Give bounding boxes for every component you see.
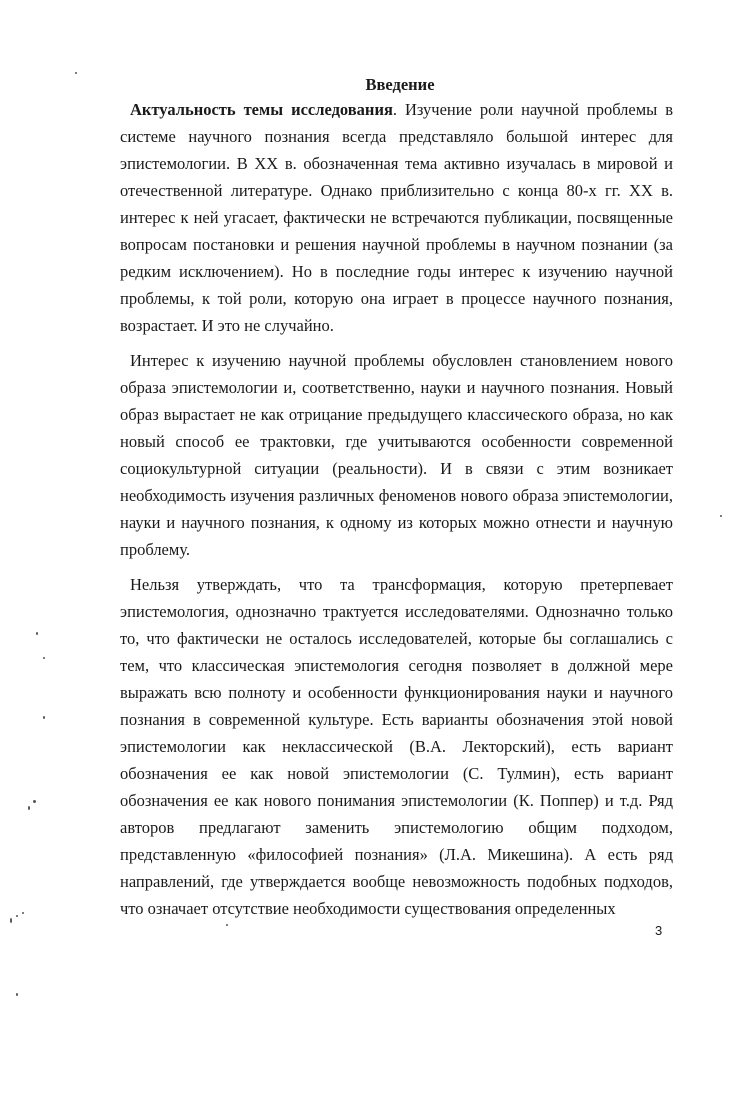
section-heading: Введение	[365, 75, 435, 94]
scan-speck	[36, 632, 38, 635]
page-number: 3	[655, 923, 663, 938]
paragraph-lead: Актуальность темы исследования	[130, 100, 393, 119]
scan-speck	[43, 657, 45, 659]
paragraph-1-text: . Изучение роли научной проблемы в системе научного познания всегда представляло большой интерес для эпистемологии. В XX в. обозначенная тема активно изучалась в мировой и отечественной литературе. Однако приблизительно с конца 80-х гг. XX в. интерес к ней угасает, фактически не встречаются публикации, посвященные вопросам постановки и решения научной проблемы в научном познании (за редким исключением). Но в последние годы интерес к изучению научной проблемы, к той роли, которую она играет в процессе научного познания, возрастает. И это не случайно.	[120, 100, 674, 335]
scan-speck	[75, 72, 77, 74]
scan-speck	[28, 806, 30, 810]
paragraph-2: Интерес к изучению научной проблемы обусловлен становлением нового образа эпистемологии и, соответственно, науки и научного познания. Новый образ вырастает не как отрицание предыдущего классического образа, но как новый способ ее трактовки, где учитываются особенности современной социокультурной ситуации (реальности). И в связи с этим возникает необходимость изучения различных феноменов нового образа эпистемологии, науки и научного познания, к одному из которых можно отнести и научную проблему.	[120, 351, 673, 559]
scan-speck	[22, 912, 24, 914]
scan-speck	[226, 924, 228, 926]
paragraph-3: Нельзя утверждать, что та трансформация, которую претерпевает эпистемология, однозначно трактуется исследователями. Однозначно только то, что фактически не осталось исследователей, которые бы соглашались с тем, что классическая эпистемология сегодня позволяет в должной мере выражать всю полноту и особенности функционирования науки и научного познания в современной культуре. Есть варианты обозначения этой новой эпистемологии как неклассической (В.А. Лекторский), есть вариант обозначения ее как новой эпистемологии (С. Тулмин), есть вариант обозначения ее как нового понимания эпистемологии (К. Поппер) и т.д. Ряд авторов предлагают заменить эпистемологию общим подходом, представленную «философией познания» (Л.А. Микешина). А есть ряд направлений, где утверждается вообще невозможность подобных подходов, что означает отсутствие необходимости существования определенных	[120, 575, 673, 918]
scan-speck	[16, 915, 18, 917]
scan-speck	[33, 800, 36, 803]
scan-speck	[43, 716, 45, 719]
scan-speck	[720, 515, 722, 517]
body-text	[120, 96, 673, 930]
scan-speck	[10, 918, 12, 923]
paragraph-1	[120, 96, 673, 339]
scan-speck	[16, 993, 18, 996]
